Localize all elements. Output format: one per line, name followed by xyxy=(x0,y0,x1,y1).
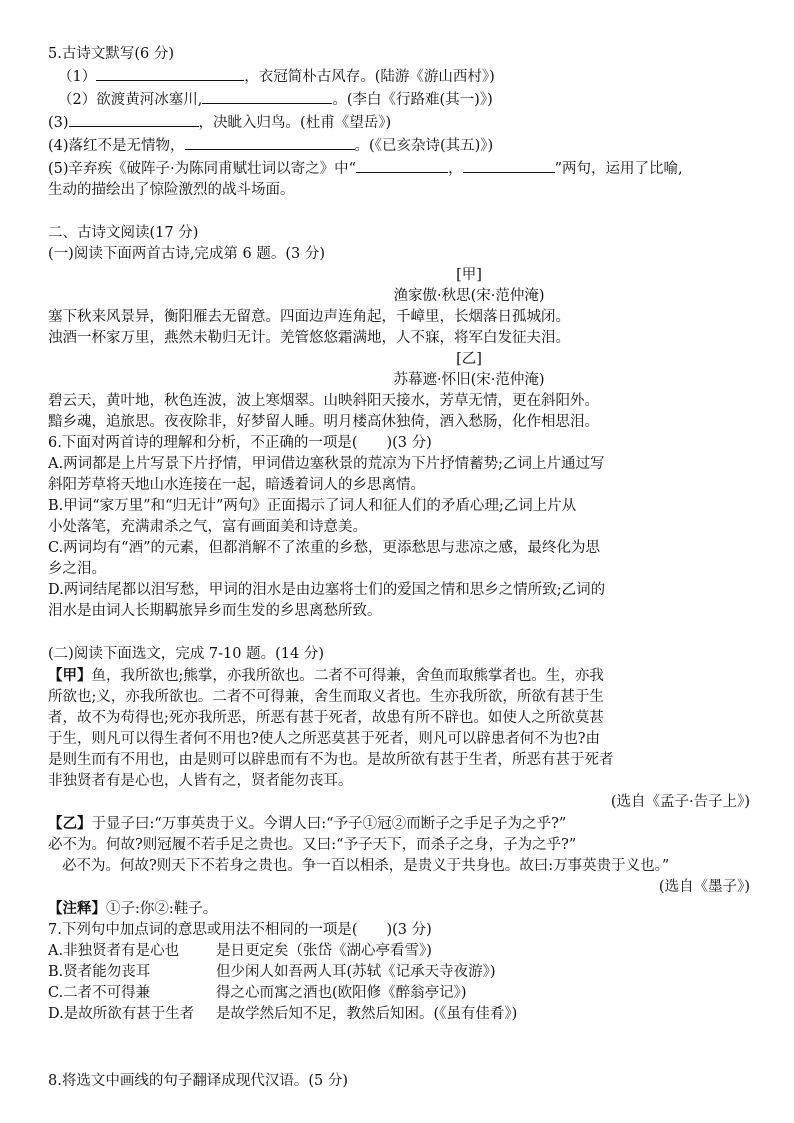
question-6-stem: 6.下面对两首诗的理解和分析，不正确的一项是( )(3 分) xyxy=(48,435,432,451)
q5-item-5-suffix: ”两句，运用了比喻, xyxy=(554,161,683,177)
q6-option-a: A.两词都是上片写景下片抒情，甲词借边塞秋景的荒凉为下片抒情蓄势;乙词上片通过写 xyxy=(48,456,605,472)
q6-option-c: C.两词均有“酒”的元素，但都消解不了浓重的乡愁，更添愁思与悲凉之感，最终化为思 xyxy=(48,540,601,556)
q5-item-3 xyxy=(48,111,750,134)
q7-option-d-right: 是故学然后知不足，教然后知困。(《虽有佳肴》) xyxy=(216,1006,518,1022)
passage-jia-line: 所欲也;义，亦我所欲也。二者不可得兼，舍生而取义者也。生亦我所欲，所欲有甚于生 xyxy=(48,689,604,705)
q6-option-b-cont: 小处落笔，充满肃杀之气，富有画面美和诗意美。 xyxy=(48,519,367,535)
poem-2-line: 碧云天，黄叶地，秋色连波，波上寒烟翠。山映斜阳天接水，芳草无情，更在斜阳外。 xyxy=(48,393,599,409)
q5-item-1 xyxy=(48,65,750,88)
q5-item-4 xyxy=(48,134,750,157)
q5-item-3-suffix: ，决眦入归鸟。(杜甫《望岳》) xyxy=(198,115,392,131)
q7-option-c-right: 得之心而寓之酒也(欧阳修《醉翁亭记》) xyxy=(216,985,467,1001)
passage-jia-source: (选自《孟子·告子上》) xyxy=(610,794,750,810)
q7-option-a-left: A.非独贤者有是心也 xyxy=(48,943,180,959)
question-7 xyxy=(48,920,750,1025)
poem-1-title: 渔家傲·秋思(宋·范仲淹) xyxy=(393,288,545,304)
q6-option-b: B.甲词“家万里”和“归无计”两句》正面揭示了词人和征人们的矛盾心理;乙词上片从 xyxy=(48,498,577,514)
question-8 xyxy=(48,1071,750,1092)
q5-item-5 xyxy=(48,157,750,180)
q7-option-b-right: 但少闲人如吾两人耳(苏轼《记承天寺夜游》) xyxy=(216,964,496,980)
question-7-stem: 7.下列句中加点词的意思或用法不相同的一项是( )(3 分) xyxy=(48,922,432,938)
q6-option-d: D.两词结尾都以泪写愁，甲词的泪水是由边塞将士们的爱国之情和思乡之情所致;乙词的 xyxy=(48,582,606,598)
q7-option-b xyxy=(48,962,750,983)
poem-1-line: 塞下秋来风景异，衡阳雁去无留意。四面边声连角起，千嶂里，长烟落日孤城闭。 xyxy=(48,309,570,325)
reading-passages xyxy=(48,644,750,920)
q5-item-3-prefix: (3) xyxy=(48,115,69,131)
q7-option-a xyxy=(48,941,750,962)
q6-option-a-cont: 斜阳芳草将天地山水连接在一起，暗透着词人的乡思离情。 xyxy=(48,477,425,493)
passage-yi-line: 于显子曰:“万事英贵于义。今谓人曰:“予子①冠②而断子之手足子为之乎?” xyxy=(91,816,567,832)
passage-jia-line: 是则生而有不用也，由是则可以辟患而有不为也。是故所欲有甚于生者，所恶有甚于死者 xyxy=(48,752,614,768)
poem-1-tag: [甲] xyxy=(456,267,482,283)
exam-page xyxy=(48,44,750,1092)
q7-option-c-left: C.二者不可得兼 xyxy=(48,985,151,1001)
q5-item-5-mid: ， xyxy=(448,161,463,177)
passage-yi-line: 必不为。何故?则天下不若身之贵也。争一百以相杀，是贵义于共身也。故曰:万事英贵于义也。” xyxy=(62,858,670,874)
q5-item-5-prefix: (5)辛弃疾《破阵子·为陈同甫赋壮词以寄之》中“ xyxy=(48,161,357,177)
answer-blank[interactable] xyxy=(202,88,332,104)
passage-jia-line: 于生，则凡可以得生者何不用也?使人之所恶莫甚于死者，则凡可以辟患者何不为也?由 xyxy=(48,731,601,747)
question-5 xyxy=(48,44,750,201)
q5-item-4-prefix: (4)落红不是无情物， xyxy=(48,138,185,154)
q5-item-2 xyxy=(48,88,750,111)
passage-yi xyxy=(48,813,750,835)
poem-2-line: 黯乡魂，追旅思。夜夜除非，好梦留人睡。明月楼高休独倚，酒入愁肠，化作相思泪。 xyxy=(48,414,599,430)
passage-jia-line: 鱼，我所欲也;熊掌，亦我所欲也。二者不可得兼，舍鱼而取熊掌者也。生，亦我 xyxy=(91,668,604,684)
q7-option-d-left: D.是故所欲有甚于生者 xyxy=(48,1006,195,1022)
q7-option-b-left: B.贤者能勿丧耳 xyxy=(48,964,151,980)
passage-yi-source: (选自《墨子》) xyxy=(658,879,750,895)
passage-note-text: ①子:你②:鞋子。 xyxy=(106,901,218,917)
passage-jia-label: 【甲】 xyxy=(48,667,92,684)
poem-1-line: 浊酒一杯家万里，燕然未勒归无计。羌管悠悠霜满地，人不寐，将军白发征夫泪。 xyxy=(48,330,570,346)
passage-note-label: 【注释】 xyxy=(48,900,106,917)
poem-2-tag: [乙] xyxy=(456,351,482,367)
q7-option-c xyxy=(48,983,750,1004)
q5-item-4-suffix: 。(《已亥杂诗(其五)》) xyxy=(354,138,494,154)
passage-jia xyxy=(48,665,750,687)
q5-item-1-prefix: （1） xyxy=(58,69,97,85)
q5-item-2-suffix: 。(李白《行路难(其一)》) xyxy=(332,92,493,108)
sub-2-title: (二)阅读下面选文，完成 7-10 题。(14 分) xyxy=(48,646,324,662)
passage-yi-line: 必不为。何故?则冠履不若手足之贵也。又曰:“予子天下，而杀子之身，子为之乎?” xyxy=(48,837,577,853)
passage-jia-line: 非独贤者有是心也，人皆有之，贤者能勿丧耳。 xyxy=(48,773,353,789)
passage-yi-label: 【乙】 xyxy=(48,815,92,832)
answer-blank[interactable] xyxy=(463,157,555,173)
poem-2-title: 苏幕遮·怀旧(宋·范仲淹) xyxy=(393,372,545,388)
answer-blank[interactable] xyxy=(356,157,448,173)
passage-note xyxy=(48,898,750,920)
answer-blank[interactable] xyxy=(69,111,199,127)
q6-option-c-cont: 乡之泪。 xyxy=(48,561,106,577)
answer-blank[interactable] xyxy=(185,134,355,150)
section-2-sub1: (一)阅读下面两首古诗,完成第 6 题。(3 分) xyxy=(48,246,326,262)
question-8-stem: 8.将选文中画线的句子翻译成现代汉语。(5 分) xyxy=(48,1073,348,1089)
section-2 xyxy=(48,223,750,433)
q5-item-5-line2: 生动的描绘出了惊险激烈的战斗场面。 xyxy=(48,182,295,198)
question-5-title: 5.古诗文默写(6 分) xyxy=(48,46,174,62)
q7-option-d xyxy=(48,1004,750,1025)
passage-jia-line: 者，故不为苟得也;死亦我所恶，所恶有甚于死者，故患有所不辟也。如使人之所欲莫甚 xyxy=(48,710,604,726)
q7-option-a-right: 是日更定矣（张岱《湖心亭看雪》) xyxy=(216,943,432,959)
q5-item-1-suffix: ，衣冠简朴古风存。(陆游《游山西村》) xyxy=(244,69,495,85)
q5-item-2-prefix: （2）欲渡黄河冰塞川, xyxy=(58,92,203,108)
answer-blank[interactable] xyxy=(96,65,244,81)
question-6 xyxy=(48,433,750,622)
q6-option-d-cont: 泪水是由词人长期羁旅异乡而生发的乡思离愁所致。 xyxy=(48,603,382,619)
section-2-title: 二、古诗文阅读(17 分) xyxy=(48,225,199,241)
